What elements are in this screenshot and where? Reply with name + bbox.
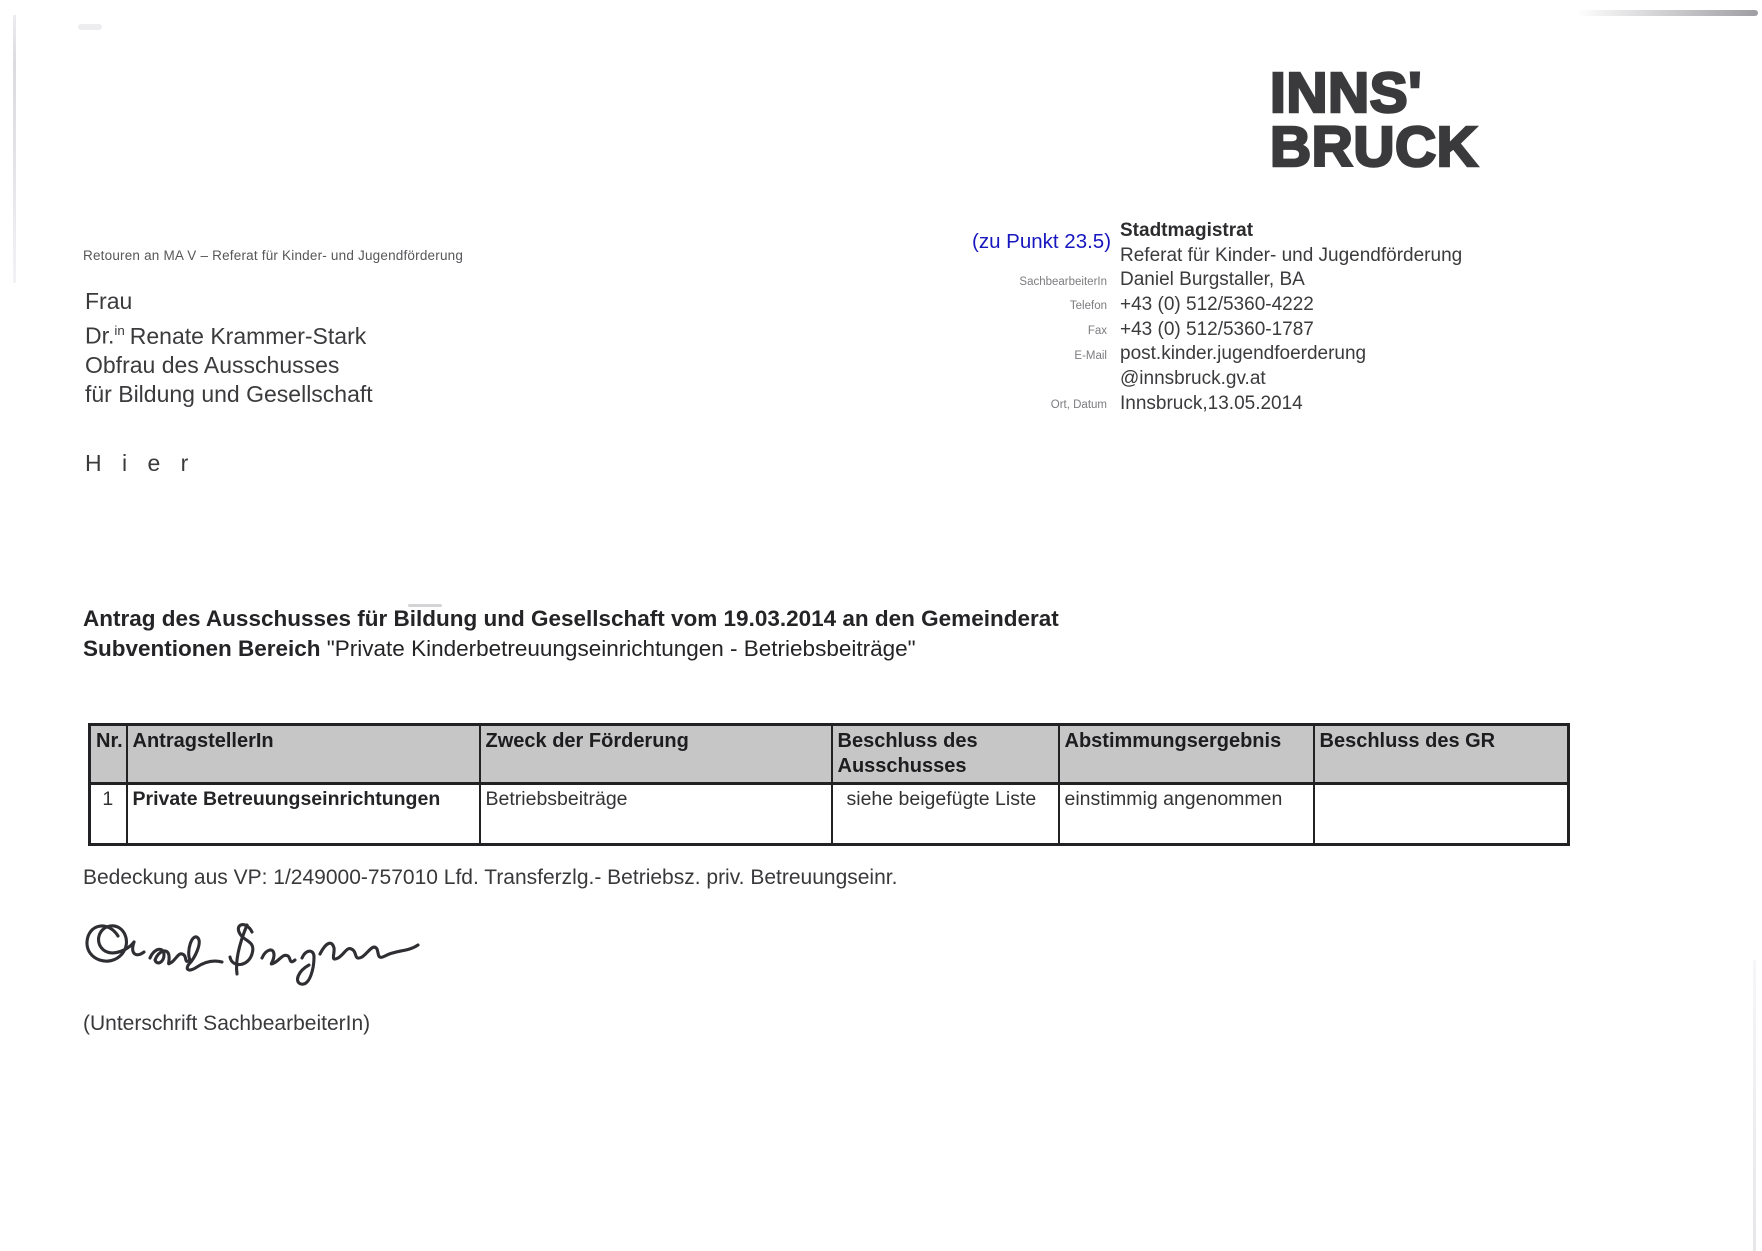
recipient-name-line (85, 316, 373, 351)
innsbruck-logo (1270, 61, 1479, 180)
table-header-row (90, 725, 1569, 784)
subject-heading (83, 604, 1059, 664)
recipient-role-line1: Obfrau des Ausschusses (85, 351, 340, 378)
field-label-email: E-Mail (1074, 349, 1107, 362)
agenda-point-reference: (zu Punkt 23.5) (972, 230, 1112, 253)
recipient-address-block (85, 287, 373, 409)
field-label-sachbearbeiterin: SachbearbeiterIn (1019, 275, 1107, 288)
recipient-name: Renate Krammer-Stark (129, 322, 367, 349)
office-contact-block (990, 220, 1540, 418)
cell-zweck: Betriebsbeiträge (480, 784, 832, 845)
recipient-title-superscript: in (114, 323, 125, 338)
field-label-ort-datum: Ort, Datum (1050, 399, 1107, 412)
funding-note: Bedeckung aus VP: 1/249000-757010 Lfd. Transferzlg.- Betriebsz. priv. Betreuungseinr. (83, 866, 898, 889)
scan-artifact-top-left-smudge (78, 24, 102, 30)
subject-line1: Antrag des Ausschusses für Bildung und Gesellschaft vom 19.03.2014 an den Gemeinderat (83, 606, 1059, 631)
scan-artifact-right-edge (1753, 960, 1756, 1251)
recipient-salutation: Frau (85, 288, 133, 314)
subject-line2-rest: "Private Kinderbetreuungseinrichtungen - Betriebsbeiträge" (320, 636, 916, 661)
field-value-sachbearbeiterin: Daniel Burgstaller, BA (1120, 269, 1305, 291)
scan-artifact-top-right-streak (1576, 10, 1758, 16)
subject-line2 (83, 634, 1059, 664)
signature-handwritten (80, 912, 440, 1012)
cell-nr: 1 (90, 784, 127, 845)
field-value-email-line2: @innsbruck.gv.at (1120, 368, 1266, 390)
committee-decision-table (88, 723, 1570, 846)
field-value-email: post.kinder.jugendfoerderung (1120, 343, 1367, 365)
table-header-zweck: Zweck der Förderung (480, 725, 832, 784)
table-header-antragstellerin: AntragstellerIn (127, 725, 480, 784)
field-value-fax: +43 (0) 512/5360-1787 (1120, 318, 1314, 340)
recipient-location-note: H i e r (85, 450, 196, 476)
table-header-nr: Nr. (90, 725, 127, 784)
table-header-abstimmungsergebnis: Abstimmungsergebnis (1059, 725, 1314, 784)
subject-line2-bold: Subventionen Bereich (83, 636, 321, 661)
table-header-beschluss-ausschuss: Beschluss des Ausschusses (832, 725, 1059, 784)
signature-caption: (Unterschrift SachbearbeiterIn) (83, 1012, 371, 1035)
recipient-title: Dr. (85, 322, 115, 349)
office-department: Referat für Kinder- und Jugendförderung (1120, 244, 1463, 266)
cell-abstimmungsergebnis: einstimmig angenommen (1059, 784, 1314, 845)
cell-antragstellerin: Private Betreuungseinrichtungen (127, 784, 480, 845)
field-label-fax: Fax (1087, 325, 1107, 338)
table-row (90, 784, 1569, 845)
recipient-role-line2: für Bildung und Gesellschaft (85, 380, 373, 407)
cell-beschluss-gr (1314, 784, 1569, 845)
innsbruck-logo-line1: INNS' (1270, 61, 1423, 125)
office-name: Stadtmagistrat (1120, 220, 1254, 241)
field-label-telefon: Telefon (1069, 300, 1107, 313)
table-header-beschluss-gr: Beschluss des GR (1314, 725, 1569, 784)
field-value-ort-datum: Innsbruck,13.05.2014 (1120, 392, 1303, 414)
cell-beschluss-ausschuss: siehe beigefügte Liste (832, 784, 1059, 845)
scan-artifact-left-edge (13, 15, 16, 283)
innsbruck-logo-line2: BRUCK (1270, 115, 1479, 180)
return-address-note: Retouren an MA V – Referat für Kinder- und Jugendförderung (83, 248, 464, 263)
field-value-telefon: +43 (0) 512/5360-4222 (1120, 294, 1314, 316)
